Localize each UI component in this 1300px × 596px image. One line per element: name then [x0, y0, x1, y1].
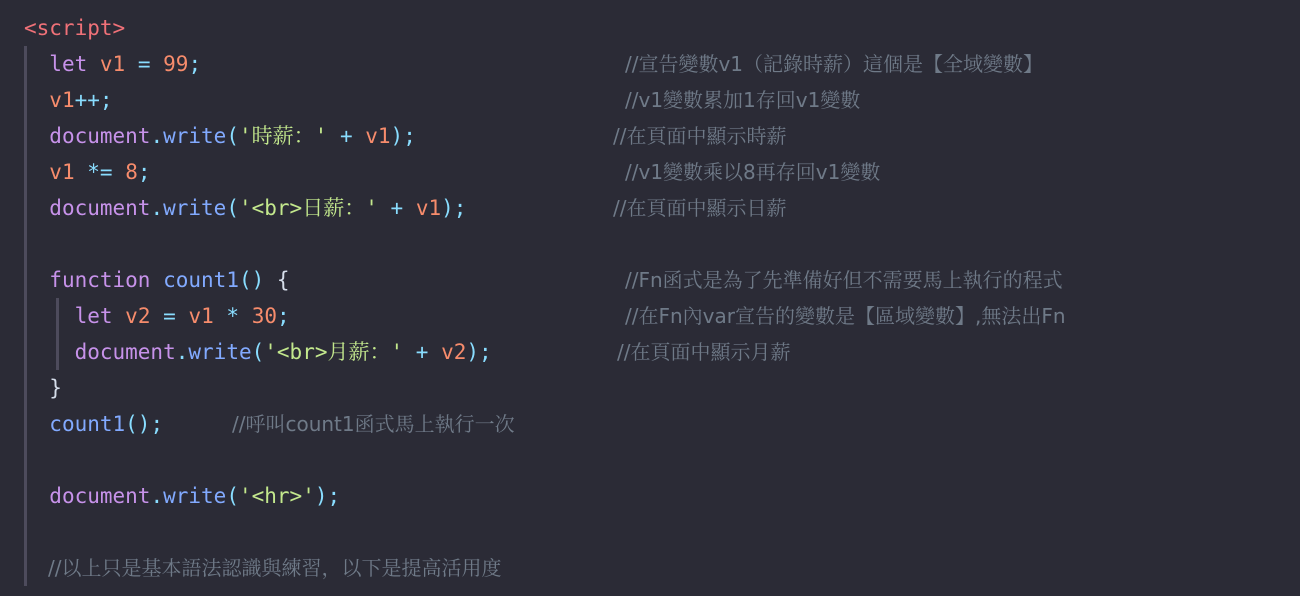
- code-line[interactable]: [0, 478, 1300, 514]
- code-text: [24, 442, 49, 478]
- code-text: [24, 226, 49, 262]
- code-text: function count1() {: [49, 268, 290, 292]
- code-comment: //在頁面中顯示月薪: [617, 340, 791, 364]
- code-line[interactable]: [0, 298, 1300, 334]
- code-comment: //宣告變數v1（記錄時薪）這個是【全域變數】: [625, 52, 1044, 76]
- code-text: [24, 514, 49, 550]
- code-line[interactable]: [0, 154, 1300, 190]
- code-text: let v2 = v1 * 30;: [74, 304, 290, 328]
- code-line[interactable]: [0, 334, 1300, 370]
- code-text: document.write('<hr>');: [49, 484, 341, 508]
- code-text: v1 *= 8;: [49, 160, 151, 184]
- code-line[interactable]: [0, 46, 1300, 82]
- code-text: document.write('<br>月薪：' + v2);: [74, 340, 492, 364]
- code-line[interactable]: [0, 514, 1300, 550]
- code-line[interactable]: [0, 442, 1300, 478]
- code-line[interactable]: [0, 370, 1300, 406]
- code-comment: //在Fn內var宣告的變數是【區域變數】,無法出Fn: [625, 304, 1066, 328]
- code-text: let v1 = 99;: [49, 52, 202, 76]
- code-comment: //v1變數乘以8再存回v1變數: [625, 160, 881, 184]
- code-line[interactable]: [0, 406, 1300, 442]
- code-text: document.write('<br>日薪：' + v1);: [49, 196, 467, 220]
- code-line[interactable]: [0, 226, 1300, 262]
- code-comment: //以上只是基本語法認識與練習，以下是提高活用度: [48, 556, 502, 580]
- code-comment: //在頁面中顯示時薪: [613, 124, 787, 148]
- code-line[interactable]: [0, 190, 1300, 226]
- code-text: document.write('時薪：' + v1);: [49, 124, 416, 148]
- code-comment: //v1變數累加1存回v1變數: [625, 88, 861, 112]
- code-line[interactable]: [0, 262, 1300, 298]
- code-text: [24, 550, 49, 586]
- code-comment: //呼叫count1函式馬上執行一次: [232, 412, 515, 436]
- code-line[interactable]: [0, 118, 1300, 154]
- code-text: count1();: [49, 412, 164, 436]
- code-comment: //在頁面中顯示日薪: [613, 196, 787, 220]
- code-text: v1++;: [49, 88, 113, 112]
- code-line[interactable]: [0, 82, 1300, 118]
- code-text: <script>: [24, 16, 126, 40]
- code-comment: //Fn函式是為了先準備好但不需要馬上執行的程式: [625, 268, 1063, 292]
- code-text: }: [49, 376, 62, 400]
- code-line[interactable]: [0, 10, 1300, 46]
- code-line[interactable]: [0, 550, 1300, 586]
